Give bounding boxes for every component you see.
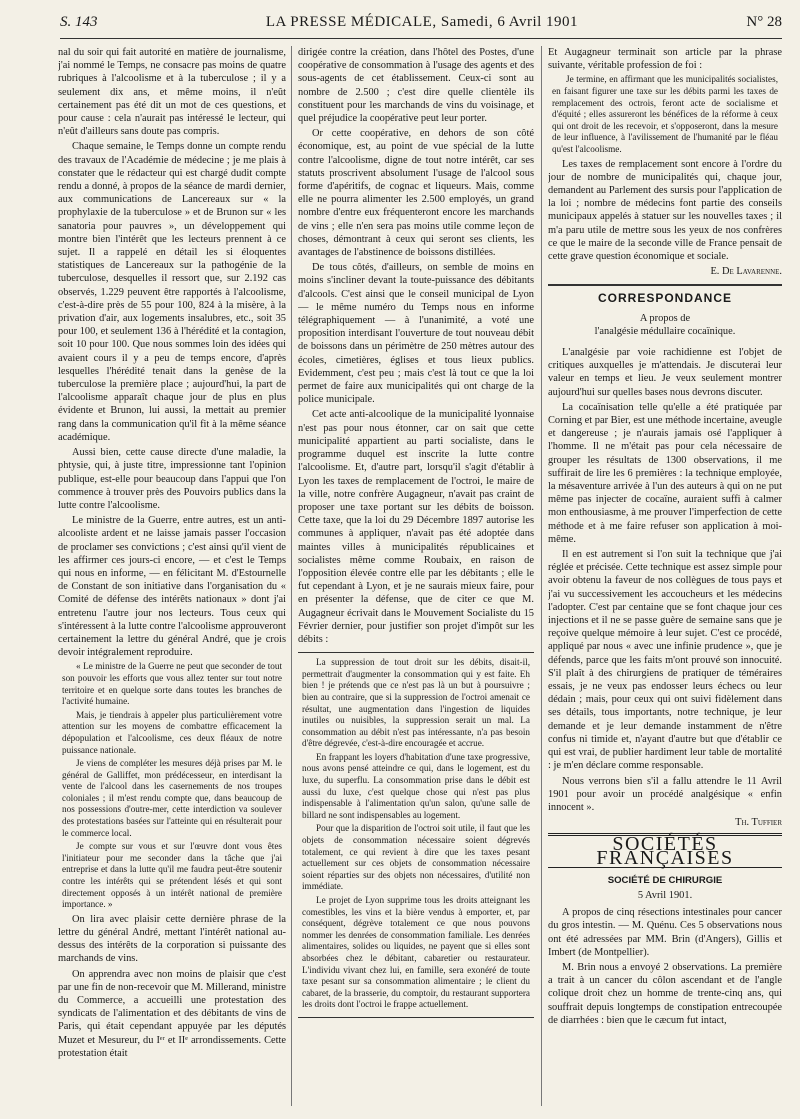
quote-paragraph: En frappant les loyers d'habitation d'une taxe progressive, nous avons pensé atteindre ce qui, dans le logement, est du luxe, du superflu. La consommation prise dans le débit est aussi du luxe, c'est quelque chose qui n'est pas plus indispensable à l'alimentation qu'un salon, qu'une salle de billard ne sont indispensables au logement.	[302, 751, 530, 820]
quote-paragraph: La suppression de tout droit sur les débits, disait-il, permettrait d'augmenter la consommation qui y est faite. Eh bien ! je prétends que ce n'est pas là un but à poursuivre ; bien au contraire, que si la suppression de l'octroi amenait ce résultat, une augmentation dans l'ingestion de liquides inutiles ou nuisibles, la suppression serait un mal. La consommation au débit n'est pas intéressante, n'a pas besoin d'être dégrevée, c'est-à-dire encouragée et accrue.	[302, 657, 530, 749]
signature-tuffier: Th. Tuffier	[735, 817, 782, 829]
quote-paragraph: Le projet de Lyon supprime tous les droits atteignant les comestibles, les vins et la bière vendus à emporter, et, par conséquent, dégrève totalement ce que nous pouvons nommer les denrées de consommation familiale. Les denrées alimentaires, solides ou liquides, ne payent que si elles sont absorbées chez le débitant, cabaretier ou restaurateur. L'individu vivant chez lui, en famille, sera exonéré de toute taxe pesant sur sa consommation alimentaire ; le client du cabaret, de la brasserie, du comptoir, du restaurant supportera les droits dont l'octroi le frappe actuellement.	[302, 895, 530, 1010]
quote-paragraph: Pour que la disparition de l'octroi soit utile, il faut que les objets de consommation nécessaire soient dégrevés totalement, ce qui revient à dire que les taxes pesant actuellement sur ces objets de consommation nécessaire soient réparties sur des objets non nécessaires, d'utilité non immédiate.	[302, 823, 530, 892]
paragraph: Le ministre de la Guerre, entre autres, est un anti-alcooliste ardent et ne laisse jamais passer l'occasion de proclamer ses convictions ; c'est ainsi qu'il vient de les affirmer ces jours-ci encore, — et c'est le Temps qui nous en informe, — en félicitant M. d'Estournelle de Constant de son initiative dans l'organisation du « Comité de défense des intérêts nationaux » dont j'ai entretenu l'autre jour nos lecteurs. Tous ceux qui s'intéressent à la lutte contre l'alcoolisme approuveront certainement la lettre du général André, que je crois devoir intégralement reproduire.	[58, 515, 286, 659]
column-rule-2	[541, 46, 542, 1106]
augagneur-quote-box	[298, 652, 534, 1018]
column-1	[58, 46, 286, 1111]
column-rule-1	[291, 46, 292, 1106]
paragraph: A propos de cinq résections intestinales pour cancer du gros intestin. — M. Quénu. Ces 5 observations nous ont été adressées par MM. Brin (d'Angers), Gillis et Imbert (de Montpellier).	[548, 907, 782, 958]
page-folio: S. 143	[60, 14, 98, 30]
paragraph: Chaque semaine, le Temps donne un compte rendu des travaux de l'Académie de médecine ; je me plais à constater que le rédacteur qui est chargé dudit compte rendu a donné, à propos de la séance de mardi dernier, aux communications de Lancereaux sur « la prophylaxie de la tuberculose » et de Brunon sur « les sanatoria pour pauvres », un développement qui montre bien l'intérêt que les lecteurs prennent à ce sujet. Il a rappelé en détail les si éloquentes statistiques de Lancereaux sur la pathogénie de la tuberculose, desquelles il ressort que, sur 2.192 cas observés, 1.229 peuvent être rapportés à l'alcoolisme, c'est-à-dire près de 55 pour 100, 824 à la misère, à la privation d'air, aux logements insalubres, etc., soit 35 pour 100, et seulement 136 à l'hérédité et la contagion, soit 10 pour 100. Que nous sommes loin des idées qui avaient cours il y a peu de temps encore, d'après lesquelles l'hérédité tenait dans la genèse de la tuberculose la première place ; aujourd'hui, la part de l'alcoolisme apparaît chaque jour de plus en plus évidente et Brunon, lui aussi, la mettait au premier rang dans la communication qu'il fit à la même séance académique.	[58, 141, 286, 443]
paragraph: Et Augagneur terminait son article par la phrase suivante, véritable profession de foi :	[548, 47, 782, 72]
paragraph: Il en est autrement si l'on suit la technique que j'ai réglée et précisée. Cette technique est assez simple pour avoir obtenu la faveur de nos collègues de tous pays et j'ai vu successivement les accoucheurs et les médecins l'adopter. C'est par centaine que se font chaque jour ces injections et il ne se passe guère de semaine sans que je reçoive quelque mémoire à leur sujet. C'est ce procédé, appliqué par nous « avec une infinie prudence », que je défends, parce que les faits m'ont prouvé son innocuité. S'il plaît à des chirurgiens de pratiquer de téméraires essais, je ne veux pas endosser leurs échecs ou leur dédain ; mais, pour ceux qui ont suivi fidèlement dans ses détails, tous importants, notre technique, je leur demande et je leur demande instamment de n'être confus ni timide et, n'ayant d'autre but que d'établir ce qui est vrai, de publier hardiment leur table de mortalité : je m'en déclare comme responsable.	[548, 549, 782, 772]
paragraph: Or cette coopérative, en dehors de son côté économique, est, au point de vue spécial de la lutte contre l'alcoolisme, digne de tout notre intérêt, car ses statuts proscrivent absolument l'usage de l'alcool sous forme d'apéritifs, de cognac et liqueurs. Mais, comme elle ne pourra alimenter les 2.500 employés, un grand nombre d'entre eux fréquenteront encore les marchands de vins ; elle n'en sera pas moins utile comme leçon de choses, démontrant à ceux qui seront ses clients, les avantages de l'abstinence de boissons distillées.	[298, 128, 534, 259]
column-2	[298, 46, 534, 1111]
paragraph: L'analgésie par voie rachidienne est l'objet de critiques auxquelles je m'attendais. Je discuterai leur valeur en temps et lieu. Je veux seulement montrer aujourd'hui sur quelles bases nous devrons discuter.	[548, 347, 782, 398]
paragraph: nal du soir qui fait autorité en matière de journalisme, j'ai nommé le Temps, ne consacre pas moins de quatre rubriques à l'alcoolisme et à la tuberculose ; il y a seulement dix ans, et même moins, il n'eût certainement pas été dit un mot de ces questions, et pour cause : cela n'aurait pas intéressé le lecteur, qui n'eût d'ailleurs sans doute pas compris.	[58, 47, 286, 138]
correspondance-title: CORRESPONDANCE	[597, 291, 732, 306]
correspondance-subtitle	[548, 312, 782, 338]
section-divider	[548, 284, 782, 286]
paragraph: Les taxes de remplacement sont encore à l'ordre du jour de nombre de municipalités qui, chaque jour, demandent au Parlement des sursis pour l'application de la loi ; nombre de médecins font partie des conseils municipaux appelés à statuer sur les nouvelles taxes ; il m'a paru utile de mettre sous les yeux de nos confrères ce que le maire de la seconde ville de France pensait de cette grave question économique et sociale.	[548, 158, 782, 262]
quote-paragraph: Je compte sur vous et sur l'œuvre dont vous êtes l'initiateur pour me seconder dans la tâche que j'ai entreprise et dans la lutte qu'il me faudra peut-être soutenir contre les intérêts qui se prétendent lésés et qui sont directement opposés à un intérêt national de première importance. »	[62, 841, 282, 910]
paragraph: On lira avec plaisir cette dernière phrase de la lettre du général André, mettant l'intérêt national au-dessus des intérêts de la corporation si puissante des marchands de vins.	[58, 913, 286, 965]
subtitle-line-2: l'analgésie médullaire cocaïnique.	[594, 325, 736, 337]
paragraph: Aussi bien, cette cause directe d'une maladie, la phtysie, qui, à juste titre, impressionne tant l'opinion publique, est-elle pour beaucoup dans l'appui que l'on commence à trouver près des Pouvoirs publics dans la lutte contre l'alcoolisme.	[58, 447, 286, 511]
subtitle-line-1: A propos de	[639, 312, 691, 324]
quote-paragraph: Mais, je tiendrais à appeler plus particulièrement votre attention sur les moyens de combattre efficacement la dépopulation et l'alcoolisme, ces deux fléaux de notre puissance nationale.	[62, 709, 282, 755]
paragraph: On apprendra avec non moins de plaisir que c'est par une fin de non-recevoir que M. Millerand, ministre du Commerce, a accueilli une protestation des syndicats de l'alimentation et des débitants de vins de Paris, qui était cependant appuyée par les députés Muzet et Mesureur, du Iᵉʳ et IIᵉ arrondissements. Cette protestation était	[58, 968, 286, 1059]
society-name: SOCIÉTÉ DE CHIRURGIE	[607, 874, 723, 886]
quote-paragraph: « Le ministre de la Guerre ne peut que seconder de tout son pouvoir les efforts que vous allez tenter sur tout notre territoire et en quelque sorte dans toutes les branches de l'activité humaine.	[62, 661, 282, 707]
societes-title: SOCIÉTÉS FRANÇAISES	[548, 833, 782, 867]
paragraph: dirigée contre la création, dans l'hôtel des Postes, d'une coopérative de consommation à l'usage des agents et des sous-agents de cet établissement. Ceux-ci sont au nombre de 2.500 ; c'est dire quelle clientèle ils constituent pour les marchands de vins du voisinage, et quel préjudice la coopérative peut leur porter.	[298, 47, 534, 125]
session-date: 5 Avril 1901.	[637, 889, 693, 901]
paragraph: La cocaïnisation telle qu'elle a été pratiquée par Corning et par Bier, est une méthode incertaine, aveugle et dangereuse ; je n'aurais jamais osé l'appliquer à l'homme. Il ne m'était pas pour cela nécessaire de grouper les résultats de 1300 observations, il me suffirait de lire les 6 premières : la technique employée, la mésaventure arrivée à l'un des auteurs à qui on ne put même pas injecter de cocaïne, auraient suffi à calmer mon enthousiasme, à me prouver l'imperfection de cette méthode et à me faire refuser son application à moi-même.	[548, 401, 782, 545]
page-header	[60, 14, 782, 39]
paragraph: M. Brin nous a envoyé 2 observations. La première a trait à un cancer du côlon ascendant et de l'angle colique droit chez un homme de trente-cinq ans, qui souffrait depuis longtemps de constipation entrecoupée de diarrhées : bien que le cæcum fut intact,	[548, 961, 782, 1026]
column-3	[548, 46, 782, 1111]
journal-title: LA PRESSE MÉDICALE, Samedi, 6 Avril 1901	[265, 14, 579, 30]
signature-lavarenne: E. De Lavarenne.	[710, 266, 782, 278]
quote-paragraph: Je termine, en affirmant que les municipalités socialistes, en faisant figurer une taxe sur les débits parmi les taxes de remplacement des octrois, feront acte de socialisme et d'équité ; elles assureront les bénéfices de la réforme à ceux qui ont droit de les recevoir, et s'opposeront, dans la mesure de leur influence, à l'avilissement de l'humanité par le fléau qu'est l'alcoolisme.	[552, 74, 778, 154]
paragraph: Cet acte anti-alcoolique de la municipalité lyonnaise n'est pas pour nous étonner, car on sait que cette municipalité appartient au parti socialiste, dans le programme duquel est inscrite la lutte contre l'alcoolisme. Et, d'autre part, lorsqu'il s'agit d'établir à Lyon les taxes de remplacement de l'octroi, le maire de la ville, notre confrère Augagneur, n'avait pas craint de proposer une taxe portant sur les débits de boisson. Cette taxe, que la loi du 29 Décembre 1897 autorise les communes à appliquer, n'avait pas été adoptée dans maintes villes à municipalités républicaines et socialistes même comme Roubaix, en raison de l'opposition élevée contre elle par les débitants ; elle le fut cependant à Lyon, et je ne saurais mieux faire, pour en présenter la défense, que de citer ce que M. Augagneur écrivait dans le Mouvement Socialiste du 15 Février dernier, pour justifier son projet d'impôt sur les débits :	[298, 409, 534, 645]
paragraph: De tous côtés, d'ailleurs, on semble de moins en moins s'incliner devant la toute-puissance des débitants d'alcools. C'est ainsi que le conseil municipal de Lyon — le même numéro du Temps nous en informe télégraphiquement — à l'unanimité, a voté une proposition interdisant l'ouverture de tout nouveau débit de boissons dans un périmètre de 250 mètres autour des écoles, cimetières, églises et tous lieux publics. Evidemment, c'est peu ; mais c'est là tout ce que la loi permet de faire aux municipalités qui ont charge de la police municipale.	[298, 262, 534, 406]
issue-number: N° 28	[746, 14, 782, 30]
paragraph: Nous verrons bien s'il a fallu attendre le 11 Avril 1901 pour avoir un procédé analgésique « enfin innocent ».	[548, 775, 782, 813]
quote-paragraph: Je viens de compléter les mesures déjà prises par M. le général de Galliffet, mon prédécesseur, en interdisant la vente de l'alcool dans les casernements de nos troupes coloniales ; il m'est rendu compte que, dans beaucoup de nos possessions d'outre-mer, cette interdiction va soulever des protestations basées sur l'atteinte qui en résulterait pour le commerce local.	[62, 758, 282, 838]
